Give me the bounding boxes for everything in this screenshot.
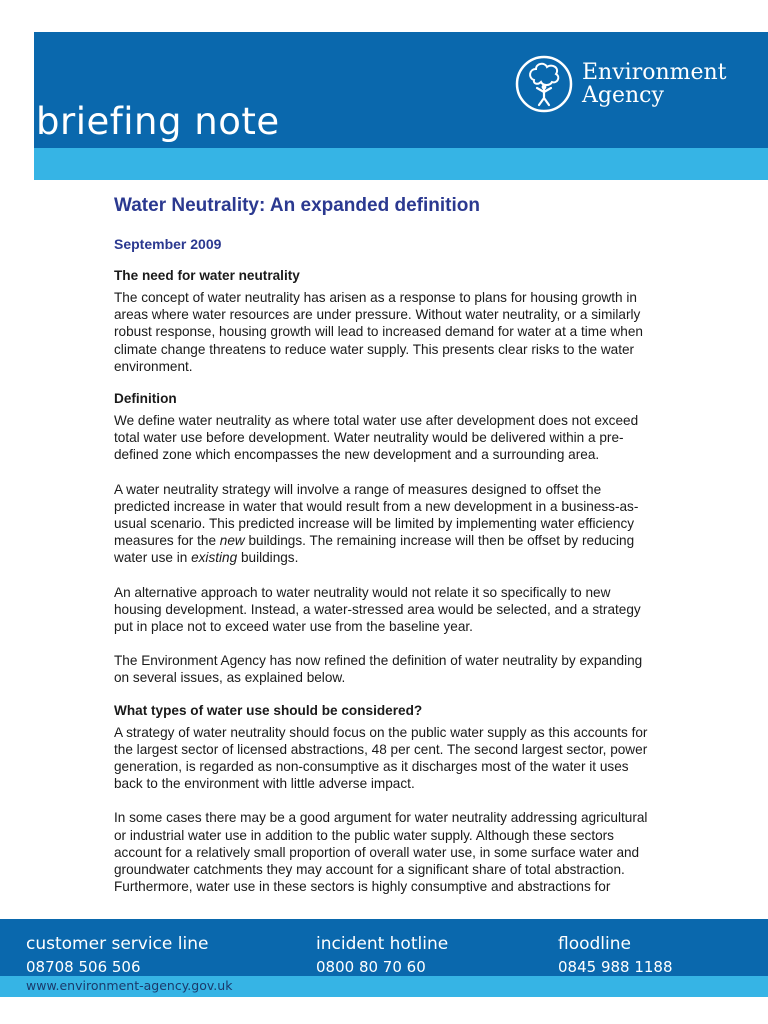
document-title: Water Neutrality: An expanded definition — [114, 195, 480, 216]
document-date: September 2009 — [114, 236, 222, 252]
heading-definition: Definition — [114, 391, 177, 407]
floodline-number: 0845 988 1188 — [558, 958, 673, 976]
footer-customer-service — [26, 934, 208, 976]
paragraph-definition-4: The Environment Agency has now refined the definition of water neutrality by expanding on several issues, as explained below. — [114, 653, 643, 686]
floodline-label: floodline — [558, 934, 631, 954]
paragraph-definition-1: We define water neutrality as where total water use after development does not exceed total water use before development. Water neutrality would be delivered within a pre-defined zone which encompasses the new development and a surrounding area. — [114, 413, 639, 463]
header-stripe — [34, 148, 768, 180]
environment-agency-logo — [514, 54, 727, 114]
footer-incident-hotline — [316, 934, 448, 976]
heading-types-of-water-use: What types of water use should be considered? — [114, 702, 423, 718]
customer-service-label: customer service line — [26, 934, 209, 954]
paragraph-definition-3: An alternative approach to water neutrality would not relate it so specifically to new housing development. Instead, a water-stressed area would be selected, and a strategy put in place not to exceed water use from the baseline year. — [114, 584, 641, 635]
incident-hotline-label: incident hotline — [316, 934, 449, 954]
paragraph-definition-2-part-b: buildings. The remaining increase will then be offset by reducing water use in — [114, 533, 635, 566]
website-link[interactable]: www.environment-agency.gov.uk — [26, 978, 233, 993]
paragraph-types-2: In some cases there may be a good argument for water neutrality addressing agricultural or industrial water use in addition to the public water supply. Although these sectors account for a relatively small proportion of overall water use, in some surface water and groundwater catchments they may account for a significant share of total abstraction. Furthermore, water use in these sectors is highly consumptive and abstractions for — [114, 810, 648, 895]
tree-figure-icon — [514, 54, 574, 114]
emphasis-new: new — [219, 533, 245, 549]
paragraph-definition-2-part-c: buildings. — [237, 550, 299, 566]
incident-hotline-number: 0800 80 70 60 — [316, 958, 426, 976]
logo-line-agency: Agency — [582, 83, 664, 108]
emphasis-existing: existing — [191, 550, 238, 566]
logo-wordmark — [582, 61, 727, 107]
heading-need-for-water-neutrality: The need for water neutrality — [114, 268, 300, 283]
footer-floodline — [558, 934, 673, 976]
logo-line-environment: Environment — [582, 60, 727, 85]
customer-service-number: 08708 506 506 — [26, 958, 141, 976]
paragraph-definition-2-part-a: A water neutrality strategy will involve a range of measures designed to offset the predicted increase in water that would result from a new development in a business-as-usual scenario. This predicted increase will be limited by implementing water efficiency measures for the — [114, 481, 639, 549]
paragraph-types-1: A strategy of water neutrality should focus on the public water supply as this accounts for the largest sector of licensed abstractions, 48 per cent. The second largest sector, power generation, is regarded as non-consumptive as it discharges most of the water it uses back to the environment with little adverse impact. — [114, 724, 648, 792]
briefing-note-title: briefing note — [36, 100, 280, 143]
document-body — [114, 186, 660, 895]
paragraph-definition-2 — [114, 481, 660, 567]
paragraph-need: The concept of water neutrality has arisen as a response to plans for housing growth in areas where water resources are under pressure. Without water neutrality, or a similarly robust response, housing growth will lead to increased demand for water at a time when climate change threatens to reduce water supply. This presents clear risks to the water environment. — [114, 290, 643, 374]
